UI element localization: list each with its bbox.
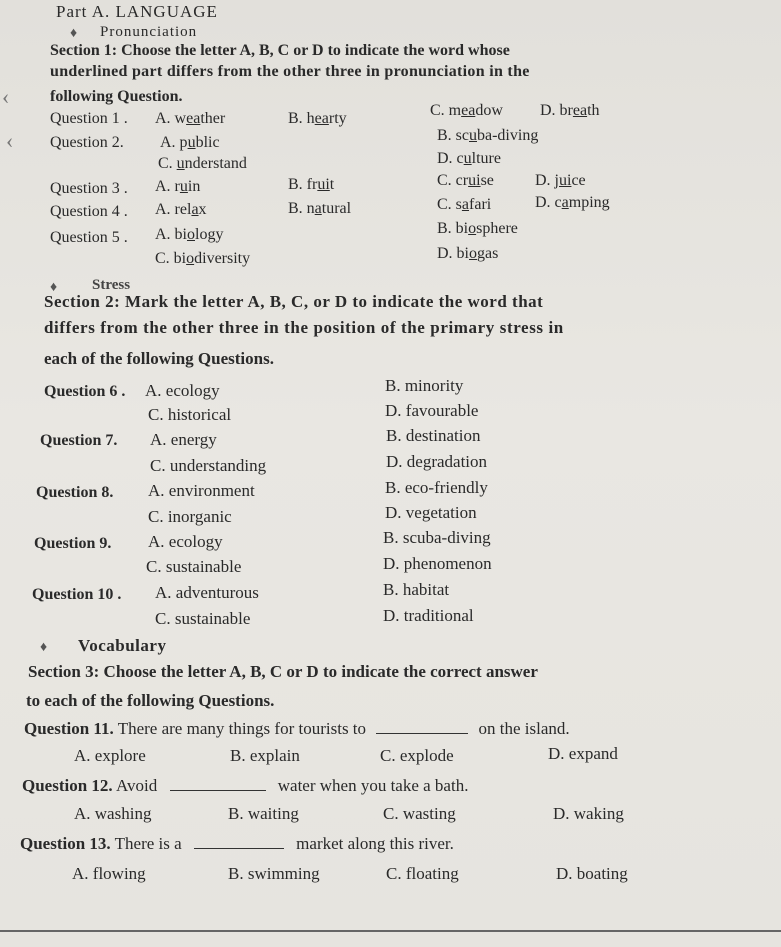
section2-title: Section 2:	[44, 292, 121, 311]
option-a: A. washing	[74, 804, 152, 823]
page-edge-mark: ‹	[6, 128, 14, 153]
option-a: A. flowing	[72, 864, 146, 883]
question-text-before: There are many things for tourists to	[117, 719, 367, 738]
option-a: A. explore	[74, 746, 146, 765]
option-a: A. adventurous	[155, 583, 259, 602]
option-a: A. ruin	[155, 178, 201, 195]
option-a: A. ecology	[148, 532, 223, 551]
option-c: C. safari	[437, 196, 492, 213]
section3-instructions-line2: to each of the following Questions.	[26, 691, 275, 710]
option-b: B. minority	[385, 376, 464, 395]
section3-instructions-line1	[28, 662, 538, 682]
option-b: B. biosphere	[437, 220, 518, 237]
option-a: A. relax	[155, 201, 207, 218]
question-label: Question 6 .	[44, 383, 126, 400]
pronunciation-heading: Pronunciation	[100, 24, 198, 40]
section3-instructions-text: Choose the letter A, B, C or D to indicate the correct answer	[103, 662, 538, 681]
option-d: D. camping	[535, 194, 610, 211]
option-c: C. inorganic	[148, 507, 232, 526]
answer-blank[interactable]	[194, 848, 284, 849]
bullet-icon: ♦	[50, 280, 58, 295]
option-c: C. understand	[158, 155, 247, 172]
option-a: A. environment	[148, 481, 255, 500]
option-d: D. juice	[535, 172, 586, 189]
question-text-after: market along this river.	[296, 834, 454, 853]
option-a: A. weather	[155, 110, 226, 127]
bullet-icon: ♦	[70, 26, 78, 41]
option-b: B. habitat	[383, 580, 450, 599]
option-d: D. favourable	[385, 401, 479, 420]
option-c: C. sustainable	[155, 609, 251, 628]
option-d: D. biogas	[437, 245, 499, 262]
section2-instructions-line3: each of the following Questions.	[44, 349, 274, 368]
question-text-before: There is a	[114, 834, 182, 853]
option-d: D. expand	[548, 744, 618, 763]
question-13-stem	[20, 834, 454, 854]
section3-title: Section 3:	[28, 662, 100, 681]
question-label: Question 11.	[24, 719, 114, 738]
section1-title: Section 1:	[50, 42, 118, 59]
option-a: A. public	[160, 134, 220, 151]
option-b: B. natural	[288, 200, 352, 217]
question-12-stem	[22, 776, 468, 796]
option-c: C. explode	[380, 746, 454, 765]
vocabulary-heading: Vocabulary	[78, 636, 167, 655]
option-b: B. scuba-diving	[383, 528, 491, 547]
option-d: D. waking	[553, 804, 624, 823]
option-a: A. biology	[155, 226, 224, 243]
question-text-after: on the island.	[478, 719, 570, 738]
option-d: D. boating	[556, 864, 628, 883]
option-c: C. historical	[148, 405, 232, 424]
option-b: B. swimming	[228, 864, 320, 883]
section1-instructions-line1	[50, 42, 510, 60]
option-b: B. destination	[386, 426, 481, 445]
page-bottom-rule	[0, 930, 781, 932]
question-label: Question 1 .	[50, 110, 128, 127]
option-b: B. explain	[230, 746, 300, 765]
option-b: B. waiting	[228, 804, 299, 823]
option-c: C. wasting	[383, 804, 456, 823]
question-label: Question 7.	[40, 432, 118, 449]
question-label: Question 8.	[36, 484, 114, 501]
question-11-stem	[24, 719, 570, 739]
question-label: Question 9.	[34, 535, 112, 552]
option-b: B. fruit	[288, 176, 335, 193]
question-text-after: water when you take a bath.	[277, 776, 469, 795]
option-c: C. understanding	[150, 456, 267, 475]
stress-heading: Stress	[92, 277, 131, 293]
question-label: Question 13.	[20, 834, 111, 853]
section1-instructions-line3: following Question.	[50, 88, 183, 105]
section2-instructions-line2: differs from the other three in the position of the primary stress in	[44, 318, 564, 337]
answer-blank[interactable]	[376, 733, 468, 734]
option-d: D. breath	[540, 102, 600, 119]
question-text-before: Avoid	[116, 776, 158, 795]
question-label: Question 2.	[50, 134, 124, 151]
option-d: D. phenomenon	[383, 554, 492, 573]
option-d: D. vegetation	[385, 503, 477, 522]
question-label: Question 5 .	[50, 229, 128, 246]
option-d: D. culture	[437, 150, 501, 167]
option-d: D. degradation	[386, 452, 488, 471]
question-label: Question 12.	[22, 776, 113, 795]
question-label: Question 10 .	[32, 586, 122, 603]
question-label: Question 3 .	[50, 180, 128, 197]
section1-instructions-line2: underlined part differs from the other three in pronunciation in the	[50, 63, 530, 80]
answer-blank[interactable]	[170, 790, 266, 791]
option-c: C. floating	[386, 864, 459, 883]
option-a: A. ecology	[145, 381, 220, 400]
option-b: B. hearty	[288, 110, 347, 127]
question-label: Question 4 .	[50, 203, 128, 220]
option-c: C. biodiversity	[155, 250, 251, 267]
section2-instructions-text: Mark the letter A, B, C, or D to indicate the word that	[125, 292, 544, 311]
option-c: C. sustainable	[146, 557, 242, 576]
section2-instructions-line1	[44, 292, 543, 312]
section1-instructions-text: Choose the letter A, B, C or D to indicate the word whose	[121, 42, 510, 59]
page-edge-mark: ‹	[2, 84, 10, 109]
option-a: A. energy	[150, 430, 217, 449]
option-c: C. cruise	[437, 172, 494, 189]
part-title: Part A. LANGUAGE	[56, 2, 218, 21]
option-b: B. eco-friendly	[385, 478, 488, 497]
option-c: C. meadow	[430, 102, 503, 119]
option-b: B. scuba-diving	[437, 127, 539, 144]
bullet-icon: ♦	[40, 640, 48, 655]
option-d: D. traditional	[383, 606, 474, 625]
